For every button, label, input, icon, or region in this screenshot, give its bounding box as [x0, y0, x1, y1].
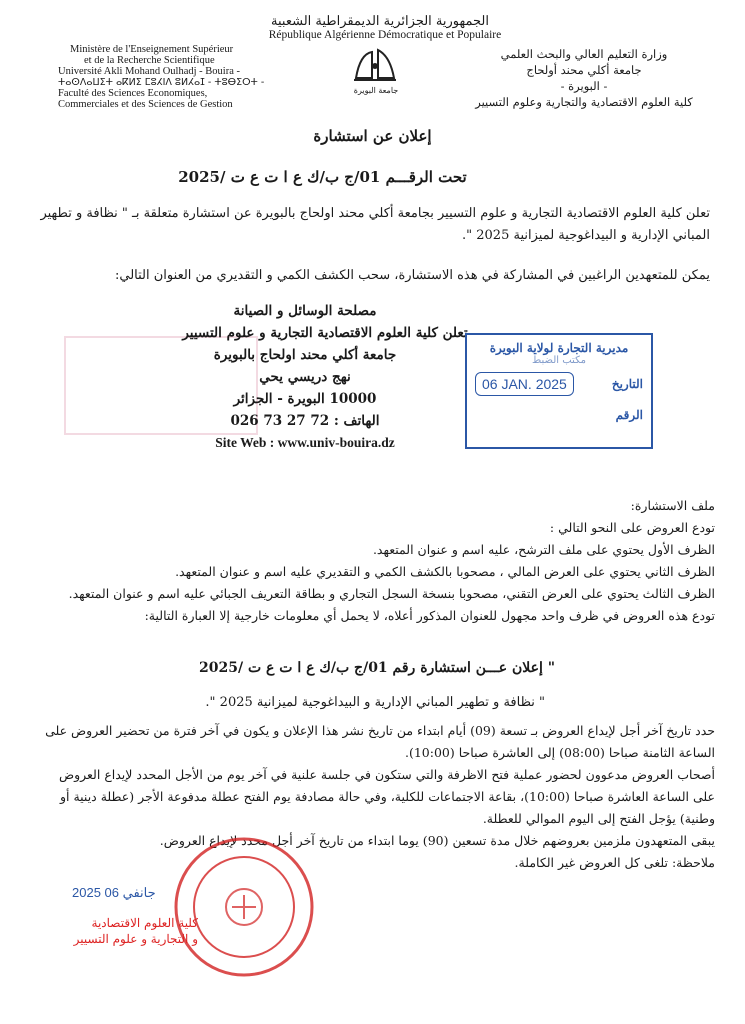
term-note: ملاحظة: تلغى كل العروض غير الكاملة. — [514, 855, 715, 870]
header-left-fr — [58, 44, 328, 110]
stamp-date: 06 JAN. 2025 — [475, 372, 574, 396]
ar-line: جامعة أكلي محند أولحاج — [526, 63, 642, 77]
dossier-line: تودع العروض على النحو التالي : — [549, 520, 715, 535]
address-street: نهج دريسي يحي — [259, 369, 351, 385]
fr-line: Université Akli Mohand Oulhadj - Bouira - — [58, 66, 240, 77]
term-validity: يبقى المتعهدون ملزمين بعروضهم خلال مدة تسعين (90) يوما ابتداء من تاريخ آخر أجل محدد لإيداع العروض. — [159, 833, 715, 848]
fr-line: Faculté des Sciences Economiques, — [58, 88, 208, 99]
term-opening: أصحاب العروض مدعوون لحضور عملية فتح الاظرفة والتي ستكون في جلسة علنية في آخر يوم من الأجل المحدد لإيداع العروض على الساعة العاشرة صباحا (10:00)، بقاعة الاجتماعات للكلية، وفي حالة مصادفة يوم الفتح عطلة مدفوعة الأجر (عطلة دينية أو وطنية) يؤجل الفتح إلى اليوم الموالي للعطلة. — [58, 767, 715, 826]
intro-withdraw: يمكن للمتعهدين الراغبين في المشاركة في هذه الاستشارة، سحب الكشف الكمي و التقديري من العنوان التالي: — [115, 268, 710, 283]
republic-title-ar: الجمهورية الجزائرية الديمقراطية الشعبية — [271, 14, 489, 29]
intro-paragraph: تعلن كلية العلوم الاقتصادية التجارية و علوم التسيير بجامعة أكلي محند اولحاج بالبويرة عن استشارة متعلقة بـ " نظافة و تطهير المباني الإدارية و البيداغوجية لميزانية 2025 ". — [40, 206, 710, 243]
address-block — [155, 300, 468, 454]
quoted-reference: " إعلان عـــن استشارة رقم 01/ج ب/ك ع ا ت ع ت /2025 — [199, 660, 555, 676]
address-city: 10000 البويرة - الجزائر — [233, 391, 377, 407]
dossier-line: الظرف الثالث يحتوي على العرض التقني، مصحوبا بنسخة السجل التجاري و بطاقة التعريف الجبائي عليه اسم و عنوان المتعهد. — [68, 586, 715, 601]
dossier-line: تودع هذه العروض في ظرف واحد مجهول للعنوان المذكور أعلاه، لا يحمل أي معلومات خارجية إلا العبارة التالية: — [144, 608, 715, 623]
received-stamp — [465, 333, 653, 449]
address-service: مصلحة الوسائل و الصيانة — [233, 303, 377, 319]
address-phone: الهاتف : 72 27 73 026 — [230, 413, 380, 429]
dossier-line: الظرف الثاني يحتوي على العرض المالي ، مصحوبا بالكشف الكمي و التقديري عليه اسم و عنوان المتعهد. — [175, 564, 715, 579]
reference-number: تحت الرقـــم 01/ج ب/ك ع ا ت ع ت /2025 — [178, 168, 467, 186]
term-deadline: حدد تاريخ آخر أجل لإيداع العروض بـ تسعة (09) أيام ابتداء من تاريخ نشر هذا الإعلان و يكون في آخر فترة من تحضير العروض على الساعة الثامنة صباحا (08:00) إلى العاشرة صباحا (10:00). — [45, 723, 715, 760]
fr-line: Ministère de l'Enseignement Supérieur — [70, 44, 234, 55]
address-website: Site Web : www.univ-bouira.dz — [215, 435, 395, 450]
terms-section — [35, 720, 715, 874]
quoted-subject: " نظافة و تطهير المباني الإدارية و البيداغوجية لميزانية 2025 ". — [205, 695, 545, 710]
republic-title-fr: République Algérienne Démocratique et Populaire — [268, 29, 502, 41]
stamp-directorate: مديرية التجارة لولاية البويرة — [489, 341, 629, 355]
signature-line: كلية العلوم الاقتصادية — [91, 916, 198, 930]
address-university: جامعة أكلي محند اولحاج بالبويرة — [213, 347, 397, 363]
dossier-section — [35, 495, 715, 627]
stamp-number-label: الرقم — [615, 408, 643, 422]
official-seal — [172, 835, 316, 979]
fr-line: Commerciales et des Sciences de Gestion — [58, 99, 233, 110]
stamp-date-label: التاريخ — [611, 377, 643, 391]
signature-line: و التجارية و علوم التسيير — [73, 932, 198, 946]
signature-faculty — [38, 915, 198, 947]
stamp-office: مكتب الضبط — [532, 355, 586, 366]
ar-line: وزارة التعليم العالي والبحث العلمي — [500, 47, 668, 61]
ar-line: - البويرة - — [560, 79, 608, 93]
dossier-line: الظرف الأول يحتوي على ملف الترشح، عليه اسم و عنوان المتعهد. — [372, 542, 715, 557]
logo-caption: جامعة البويرة — [353, 86, 399, 95]
fr-line: et de la Recherche Scientifique — [84, 55, 215, 66]
university-logo — [350, 46, 400, 86]
address-faculty: تعلن كلية العلوم الاقتصادية التجارية و علوم التسيير — [182, 325, 468, 341]
dossier-heading: ملف الاستشارة: — [630, 498, 715, 513]
ar-line: كلية العلوم الاقتصادية والتجارية وعلوم التسيير — [475, 95, 693, 109]
announcement-title: إعلان عن استشارة — [313, 127, 432, 145]
signature-date: 2025 جانفي 06 — [72, 885, 156, 900]
header-right-ar — [449, 46, 719, 110]
fr-line: ⵜⴰⵙⴷⴰⵡⵉⵜ ⴰⴽⵍⵉ ⵎⵓⵃⵏⴷ ⵓⵍⵃⴰⵊ - ⵜⵓⴱⵉⵔⵜ - — [58, 77, 265, 88]
